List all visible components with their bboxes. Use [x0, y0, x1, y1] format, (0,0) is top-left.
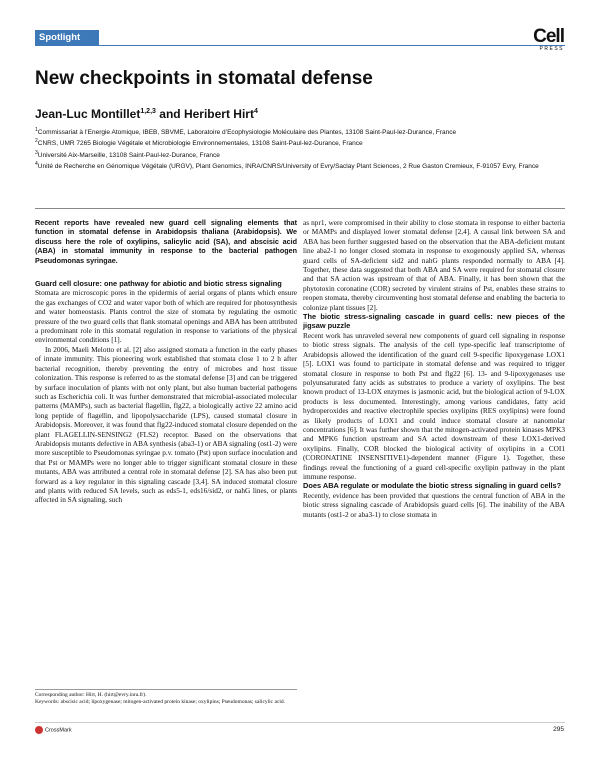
affil-number: 4: [35, 161, 38, 168]
affiliation: [35, 160, 570, 171]
author-line: [35, 107, 258, 121]
section-heading: Does ABA regulate or modulate the biotic stress signaling in guard cells?: [303, 481, 562, 491]
article-title: New checkpoints in stomatal defense: [35, 68, 373, 89]
affiliation: [35, 149, 570, 160]
paragraph: Recent work has unraveled several new components of guard cell signaling in response to biotic stress signals. The analysis of the cell type-specific leaf transcriptome of Arabidopsis allowed the identification of the guard cell 9-specific lipoxygenase LOX1 [5]. LOX1 was found to participate in stomatal defense and was required to trigger stomatal closure in response to both Pst and flg22 [6]. 13- and 9-lipoxygenases use polyunsaturated fatty acids as substrates to produce a variety of oxylipins. The best known product of 13-LOX enzymes is jasmonic acid, but the biological action of 9-LOX products is less documented. Interestingly, among various candidates, fatty acid hydroperoxides and reactive electrophile species oxylipins (RES oxylipins) were found as likely products of LOX1 and could induce stomatal closure at nanomolar concentrations [6]. It was further shown that the mitogen-activated protein kinases MPK3 and MPK6 function upstream and SA acted downstream of these LOX1-derived oxylipins. Finally, COR blocked the biological activity of oxylipins in a COI1 (CORONATINE INSENSITIVE1)-dependent manner (Figure 1). Together, these findings reveal the functioning of a guard cell-specific oxylipin pathway in the plant immune response.: [303, 330, 565, 481]
affil-text: Université Aix-Marseille, 13108 Saint-Paul-lez-Durance, France: [37, 151, 220, 159]
logo-main: Cell: [533, 26, 564, 47]
author-name[interactable]: Heribert Hirt: [183, 107, 254, 121]
author-affil: 1,2,3: [140, 108, 156, 115]
footer-rule: [35, 722, 565, 723]
crossmark-badge[interactable]: [35, 726, 72, 734]
publisher-logo: [533, 27, 564, 52]
affil-number: 1: [35, 127, 38, 133]
section-divider: [35, 208, 565, 209]
page-number: 295: [553, 726, 564, 733]
affiliations: [35, 126, 570, 171]
section-label: Spotlight: [35, 30, 99, 45]
affil-text: CNRS, UMR 7265 Biologie Végétale et Microbiologie Environnementales, 13108 Saint-Paul-lez-Durance, France: [37, 140, 363, 148]
section-heading: Guard cell closure: one pathway for abiotic and biotic stress signaling: [35, 279, 282, 289]
keywords: Keywords: abscisic acid; lipoxygenase; mitogen-activated protein kinase; oxylipins; Pseudomonas; salicylic acid.: [35, 699, 286, 705]
paragraph: In 2006, Maeli Melotto et al. [2] also assigned stomata a function in the early phases of innate immunity. This pioneering work established that stomata close 1 to 2 h after bacterial recognition, thereby preventing the entry of microbes and host tissue colonization. This response is referred to as the stomatal defense [3] and can be triggered by surface inoculation of plants with not only plant, but also human bacterial pathogens such as Escherichia coli. It was further demonstrated that microbial-associated molecular patterns (MAMPs), such as bacterial flagellin, flg22, a biologically active 22 amino acid long peptide of flagellin, and lipopolysaccharide (LPS), caused stomatal closure in Arabidopsis. Moreover, it was found that flg22-induced stomatal closure depended on the plant FLAGELLIN-SENSING2 (FLS2) receptor. Based on the observations that Arabidopsis mutants defective in ABA synthesis (aba3-1) or ABA signaling (ost1-2) were more susceptible to Pseudomonas syringae p.v. tomato (Pst) upon surface inoculation and that Pst or MAMPs were no longer able to trigger significant stomatal closure in these mutants, ABA was attributed a central role in stomatal defense [2]. SA has also been put forward as a key regulator in this signaling cascade [3,4]. SA induced stomatal closure and plants with reduced SA levels, such as eds5-1, eds16/sid2, or nahG lines, or plants affected in SA signaling, such: [35, 344, 297, 505]
left-column: [35, 218, 297, 505]
abstract: Recent reports have revealed new guard cell signaling elements that function in stomatal defense in Arabidopsis thaliana (Arabidopsis). We discuss here the role of oxylipins, salicylic acid (SA), and abscisic acid (ABA) in stomatal immunity in response to the bacterial pathogen Pseudomonas syringae.: [35, 218, 297, 265]
affil-text: Commissariat à l’Energie Atomique, IBEB, SBVME, Laboratoire d’Ecophysiologie Moléculaire des Plantes, 13108 Saint-Paul-lez-Durance, France: [37, 129, 457, 137]
author-name[interactable]: Jean-Luc Montillet: [35, 107, 141, 121]
affil-text: Unité de Recherche en Génomique Végétale (URGV), Plant Genomics, INRA/CNRS/University of Evry/Saclay Plant Sciences, 2 Rue Gaston Cremieux, F-91057 Evry, France: [37, 163, 539, 171]
paragraph: Recently, evidence has been provided that questions the central function of ABA in the biotic stress signaling cascade of Arabidopsis guard cells [6]. The inability of the ABA mutants (ost1-2 or aba3-1) to close stomata in: [303, 490, 565, 519]
footnote: [35, 689, 297, 706]
author-affil: 4: [253, 108, 258, 115]
header-rule: [35, 45, 565, 46]
paragraph: as npr1, were compromised in their ability to close stomata in response to either bacteria or MAMPs and displayed lower stomatal defense [2,4]. A causal link between SA and ABA has been further suggested based on the observation that the ABA-deficient mutant line aba2-1 no longer closed stomata in response to exogenously applied SA, whereas guard cells of SA-deficient sid2 and nahG plants responded normally to ABA [4]. Together, these data suggested that both ABA and SA were required for stomatal closure and that SA action was upstream of that of ABA. Finally, it has been shown that the phytotoxin coronatine (COR) secreted by virulent strains of Pst, enables these strains to reopen stomata, thereby circumventing host stomatal defense and enabling the bacteria to colonize plant tissues [2].: [303, 218, 565, 312]
corresponding-author[interactable]: Corresponding author: Hirt, H. (hirt@evry.inra.fr).: [35, 692, 147, 698]
section-heading: The biotic stress-signaling cascade in guard cells: new pieces of the jigsaw puzzle: [303, 312, 565, 331]
crossmark-icon: [35, 726, 43, 734]
crossmark-label: CrossMark: [45, 727, 72, 734]
right-column: [303, 218, 565, 519]
affiliation: [35, 137, 570, 148]
affiliation: [35, 126, 570, 137]
author-conjunction: and: [159, 107, 181, 121]
paragraph: Stomata are microscopic pores in the epidermis of aerial organs of plants which ensure the gas exchanges of CO2 and water vapor both of which are required for photosynthesis and water homeostasis. Plants control the size of stomata by regulating the osmotic pressure of the two guard cells that flank stomatal openings and ABA has been attributed a predominant role in this stomatal regulation in response to variations of the physical environmental conditions [1].: [35, 288, 297, 345]
affil-number: 2: [35, 138, 38, 145]
affil-number: 3: [35, 149, 38, 156]
logo-sub: PRESS: [539, 46, 564, 52]
